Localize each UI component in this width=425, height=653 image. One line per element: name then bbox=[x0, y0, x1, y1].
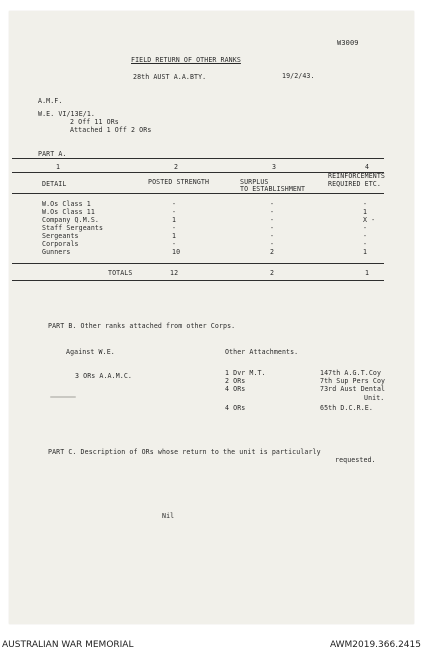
unit-name: 28th AUST A.A.BTY. bbox=[133, 73, 207, 81]
attachment-count-1: 1 Dvr M.T. bbox=[225, 369, 266, 377]
amf-label: A.M.F. bbox=[38, 97, 63, 105]
footer-institution: AUSTRALIAN WAR MEMORIAL bbox=[2, 640, 134, 650]
header-detail: DETAIL bbox=[42, 180, 67, 188]
table-row bbox=[0, 208, 405, 216]
part-b-heading: PART B. Other ranks attached from other Corps. bbox=[48, 322, 236, 330]
row-detail: Company Q.M.S. bbox=[42, 216, 99, 224]
row-reinforcements: - bbox=[363, 200, 368, 208]
header-reinforcements-line1: REINFORCEMENTS bbox=[328, 172, 385, 180]
header-reinforcements-line2: REQUIRED ETC. bbox=[328, 180, 381, 188]
totals-label: TOTALS bbox=[108, 269, 133, 277]
col-number-2: 2 bbox=[174, 163, 179, 171]
row-posted-strength: 1 bbox=[172, 216, 177, 224]
table-row bbox=[0, 216, 405, 224]
table-rule-before-totals bbox=[12, 263, 384, 264]
row-surplus: - bbox=[270, 200, 275, 208]
document-page bbox=[9, 11, 414, 624]
row-surplus: 2 bbox=[270, 248, 275, 256]
row-detail: W.Os Class 1 bbox=[42, 200, 91, 208]
row-posted-strength: - bbox=[172, 208, 177, 216]
part-b-other-attachments: Other Attachments. bbox=[225, 348, 299, 356]
part-c-nil: Nil bbox=[162, 512, 175, 520]
col-number-1: 1 bbox=[56, 163, 61, 171]
we-establishment: 2 Off 11 ORs bbox=[70, 118, 119, 126]
attachment-count-4: 4 ORs bbox=[225, 404, 246, 412]
part-c-description: PART C. Description of ORs whose return to the unit is particularly bbox=[48, 448, 321, 456]
table-rule-bottom bbox=[12, 280, 384, 281]
row-detail: W.Os Class 11 bbox=[42, 208, 95, 216]
reference-number: W3009 bbox=[337, 39, 359, 47]
part-a-label: PART A. bbox=[38, 150, 67, 158]
part-c-description-cont: requested. bbox=[335, 456, 376, 464]
return-date: 19/2/43. bbox=[282, 72, 315, 80]
attachment-unit-3: 73rd Aust Dental bbox=[320, 385, 386, 393]
table-rule-top bbox=[12, 158, 384, 159]
row-detail: Sergeants bbox=[42, 232, 79, 240]
row-reinforcements: - bbox=[363, 224, 368, 232]
table-row bbox=[0, 240, 405, 248]
attachment-unit-4: 65th D.C.R.E. bbox=[320, 404, 373, 412]
row-detail: Corporals bbox=[42, 240, 79, 248]
row-reinforcements: - bbox=[363, 232, 368, 240]
attachment-unit-1: 147th A.G.T.Coy bbox=[320, 369, 382, 377]
row-reinforcements: - bbox=[363, 240, 368, 248]
erased-line bbox=[50, 396, 76, 398]
table-row bbox=[0, 200, 405, 208]
totals-reinforcements: 1 bbox=[365, 269, 370, 277]
row-detail: Staff Sergeants bbox=[42, 224, 104, 232]
col-number-3: 3 bbox=[272, 163, 277, 171]
row-surplus: - bbox=[270, 224, 275, 232]
row-posted-strength: - bbox=[172, 200, 177, 208]
header-surplus-line2: TO ESTABLISHMENT bbox=[240, 185, 306, 193]
header-posted-strength: POSTED STRENGTH bbox=[148, 178, 210, 186]
attachment-count-3: 4 ORs bbox=[225, 385, 246, 393]
archive-footer bbox=[0, 637, 425, 653]
row-reinforcements: 1 bbox=[363, 248, 368, 256]
attachment-count-2: 2 ORs bbox=[225, 377, 246, 385]
row-surplus: - bbox=[270, 232, 275, 240]
row-posted-strength: 10 bbox=[172, 248, 181, 256]
attachment-unit-2: 7th Sup Pers Coy bbox=[320, 377, 386, 385]
we-reference: W.E. VI/13E/1. bbox=[38, 110, 95, 118]
row-posted-strength: 1 bbox=[172, 232, 177, 240]
row-surplus: - bbox=[270, 240, 275, 248]
part-b-against-we: Against W.E. bbox=[66, 348, 115, 356]
row-posted-strength: - bbox=[172, 224, 177, 232]
row-reinforcements: X - bbox=[363, 216, 376, 224]
header-surplus-line1: SURPLUS bbox=[240, 178, 269, 186]
we-attached: Attached 1 Off 2 ORs bbox=[70, 126, 152, 134]
row-detail: Gunners bbox=[42, 248, 71, 256]
row-surplus: - bbox=[270, 216, 275, 224]
totals-posted: 12 bbox=[170, 269, 179, 277]
row-posted-strength: - bbox=[172, 240, 177, 248]
row-reinforcements: 1 bbox=[363, 208, 368, 216]
footer-accession-number: AWM2019.366.2415 bbox=[329, 640, 421, 650]
table-row bbox=[0, 232, 405, 240]
totals-surplus: 2 bbox=[270, 269, 275, 277]
table-row bbox=[0, 224, 405, 232]
attachment-unit-3-cont: Unit. bbox=[364, 394, 385, 402]
part-b-against-we-entry: 3 ORs A.A.M.C. bbox=[75, 372, 132, 380]
table-row bbox=[0, 248, 405, 256]
col-number-4: 4 bbox=[365, 163, 370, 171]
table-rule-under-headers bbox=[12, 193, 384, 194]
document-title: FIELD RETURN OF OTHER RANKS bbox=[131, 56, 241, 64]
row-surplus: - bbox=[270, 208, 275, 216]
